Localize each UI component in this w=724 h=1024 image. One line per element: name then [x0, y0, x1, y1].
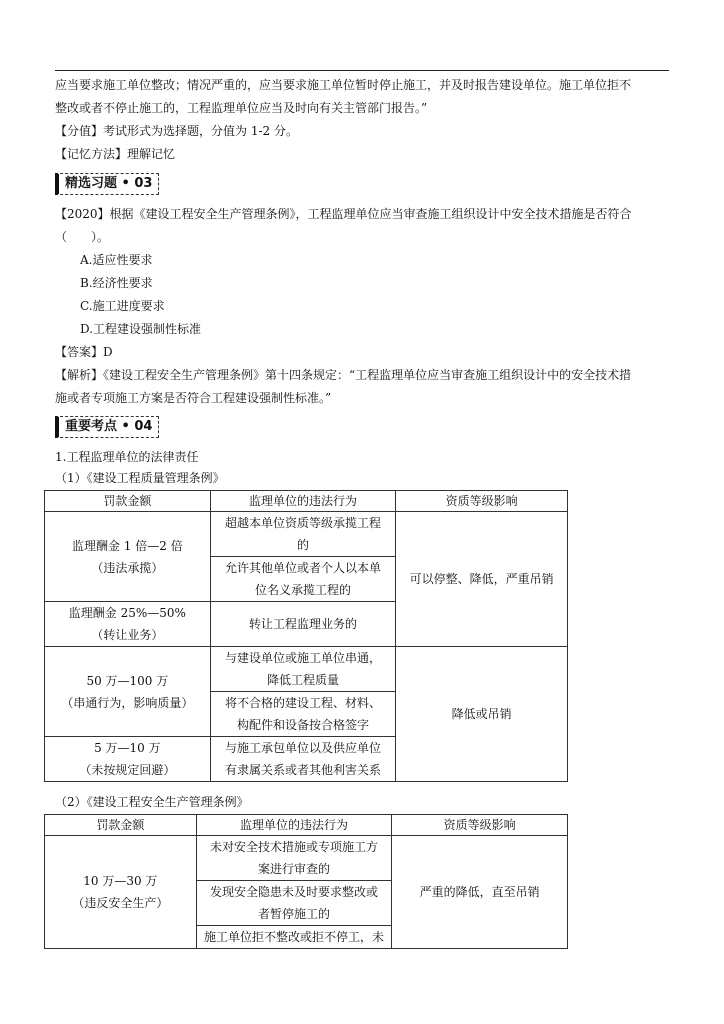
table-header-row	[45, 815, 568, 836]
table-row	[45, 836, 568, 881]
act-cell: 与建设单位或施工单位串通， 降低工程质量	[210, 647, 396, 692]
fine-cell: 10 万—30 万 （违反安全生产）	[45, 836, 197, 949]
answer: 【答案】D	[55, 345, 113, 359]
table-header-row	[45, 491, 568, 512]
table-row	[45, 512, 568, 557]
table-row	[45, 647, 568, 692]
question-line-1: 【2020】根据《建设工程安全生产管理条例》，工程监理单位应当审查施工组织设计中安全技术措施是否符合	[55, 207, 632, 221]
effect-cell: 可以停整、降低，严重吊销	[396, 512, 568, 647]
option-c: C.施工进度要求	[80, 299, 165, 313]
analysis-line-1: 【解析】《建设工程安全生产管理条例》第十四条规定：“工程监理单位应当审查施工组织设计中的安全技术措	[55, 368, 632, 382]
fine-cell: 50 万—100 万 （串通行为，影响质量）	[45, 647, 211, 737]
act-cell: 未对安全技术措施或专项施工方 案进行审查的	[196, 836, 392, 881]
intro-line-2: 整改或者不停止施工的，工程监理单位应当及时向有关主管部门报告。”	[55, 101, 428, 115]
header-act: 监理单位的违法行为	[210, 491, 396, 512]
act-cell: 转让工程监理业务的	[210, 602, 396, 647]
keypoint-heading: 重要考点 • 04	[55, 416, 159, 438]
act-cell: 发现安全隐患未及时要求整改或 者暂停施工的	[196, 881, 392, 926]
fine-cell: 5 万—10 万 （未按规定回避）	[45, 737, 211, 782]
fine-cell: 监理酬金 1 倍—2 倍 （违法承揽）	[45, 512, 211, 602]
header-act: 监理单位的违法行为	[196, 815, 392, 836]
question-line-2: （ ）。	[55, 230, 110, 244]
option-b: B.经济性要求	[80, 276, 153, 290]
table1-caption: （1）《建设工程质量管理条例》	[55, 471, 225, 485]
analysis-line-2: 施或者专项施工方案是否符合工程建设强制性标准。”	[55, 391, 332, 405]
score-note: 【分值】考试形式为选择题，分值为 1-2 分。	[55, 124, 298, 138]
effect-cell: 降低或吊销	[396, 647, 568, 782]
safety-penalty-table	[44, 814, 568, 949]
act-cell: 允许其他单位或者个人以本单 位名义承揽工程的	[210, 557, 396, 602]
act-cell: 与施工承包单位以及供应单位 有隶属关系或者其他利害关系	[210, 737, 396, 782]
option-d: D.工程建设强制性标准	[80, 322, 202, 336]
memory-note: 【记忆方法】理解记忆	[55, 147, 176, 161]
act-cell: 施工单位拒不整改或拒不停工，未	[196, 926, 392, 949]
intro-line-1: 应当要求施工单位整改；情况严重的，应当要求施工单位暂时停止施工，并及时报告建设单位。施工单位拒不	[55, 78, 632, 92]
fine-cell: 监理酬金 25%—50% （转让业务）	[45, 602, 211, 647]
header-fine: 罚款金额	[45, 815, 197, 836]
exercise-heading: 精选习题 • 03	[55, 173, 159, 195]
header-fine: 罚款金额	[45, 491, 211, 512]
keypoint-title: 1.工程监理单位的法律责任	[55, 450, 199, 464]
act-cell: 超越本单位资质等级承揽工程 的	[210, 512, 396, 557]
header-effect: 资质等级影响	[392, 815, 568, 836]
header-effect: 资质等级影响	[396, 491, 568, 512]
quality-penalty-table	[44, 490, 568, 782]
act-cell: 将不合格的建设工程、材料、 构配件和设备按合格签字	[210, 692, 396, 737]
table2-caption: （2）《建设工程安全生产管理条例》	[55, 795, 249, 809]
header-rule	[55, 70, 669, 71]
option-a: A.适应性要求	[80, 253, 153, 267]
effect-cell: 严重的降低，直至吊销	[392, 836, 568, 949]
